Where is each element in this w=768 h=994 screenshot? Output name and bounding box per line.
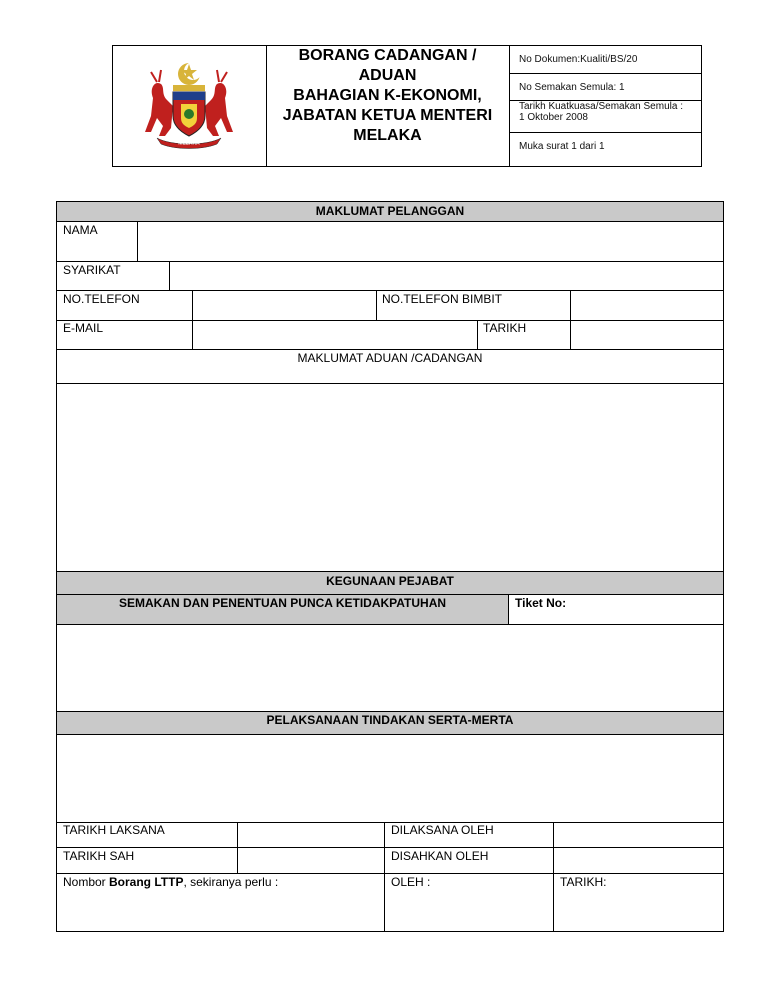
action-notes-textarea[interactable] xyxy=(57,735,723,822)
lttp-label-prefix: Nombor xyxy=(63,875,110,889)
date-input[interactable] xyxy=(571,321,723,349)
phone-input[interactable] xyxy=(193,291,376,320)
final-date-label: TARIKH: xyxy=(560,875,607,889)
title-line: JABATAN KETUA MENTERI xyxy=(282,107,493,124)
verified-by-input[interactable] xyxy=(554,848,723,873)
done-by-input[interactable] xyxy=(554,823,723,847)
row-line xyxy=(56,349,724,350)
by-input[interactable] xyxy=(386,890,552,931)
title-line: MELAKA xyxy=(353,127,422,144)
title-line: BORANG CADANGAN / xyxy=(298,47,477,64)
melaka-crest-logo xyxy=(137,58,241,150)
lttp-label-bold: Borang LTTP xyxy=(109,875,184,889)
row-line xyxy=(56,873,724,874)
final-date-input[interactable] xyxy=(555,890,722,931)
date-label: TARIKH xyxy=(483,321,527,335)
header-divider-1 xyxy=(266,45,267,167)
action-section-title: PELAKSANAAN TINDAKAN SERTA-MERTA xyxy=(266,713,514,727)
lttp-number-input[interactable] xyxy=(58,890,383,931)
mobile-label-divider xyxy=(376,290,377,320)
revision-number: No Semakan Semula: 1 xyxy=(519,82,625,93)
by-label: OLEH : xyxy=(391,875,431,889)
crest-ribbon-text: MELAKA xyxy=(178,140,200,147)
middle-divider xyxy=(384,822,385,932)
effective-date: 1 Oktober 2008 xyxy=(519,112,588,123)
company-label: SYARIKAT xyxy=(63,263,121,277)
ticket-label: Tiket No: xyxy=(515,596,567,610)
page-number: Muka surat 1 dari 1 xyxy=(519,141,605,152)
office-section-title: KEGUNAAN PEJABAT xyxy=(326,574,454,588)
verify-date-input[interactable] xyxy=(238,848,384,873)
header-row-line-1 xyxy=(509,73,702,74)
ticket-divider xyxy=(508,594,509,625)
name-label: NAMA xyxy=(63,223,98,237)
email-input[interactable] xyxy=(193,321,477,349)
done-date-label: TARIKH LAKSANA xyxy=(63,823,165,837)
document-number: No Dokumen:Kualiti/BS/20 xyxy=(519,54,638,65)
phone-label: NO.TELEFON xyxy=(63,292,140,306)
ticket-input[interactable] xyxy=(575,595,723,624)
name-input[interactable] xyxy=(138,222,723,261)
header-divider-2 xyxy=(509,45,510,167)
date-label-divider xyxy=(477,320,478,349)
review-title: SEMAKAN DAN PENENTUAN PUNCA KETIDAKPATUHAN xyxy=(118,596,447,610)
title-line: BAHAGIAN K-EKONOMI, xyxy=(293,87,482,104)
email-label: E-MAIL xyxy=(63,321,104,335)
form-title xyxy=(268,46,507,146)
done-date-input[interactable] xyxy=(238,823,384,847)
lttp-label xyxy=(63,875,278,889)
company-input[interactable] xyxy=(170,262,723,290)
done-by-label: DILAKSANA OLEH xyxy=(391,823,494,837)
customer-section-title: MAKLUMAT PELANGGAN xyxy=(315,204,465,218)
complaint-label: MAKLUMAT ADUAN /CADANGAN xyxy=(297,351,483,365)
verify-date-label: TARIKH SAH xyxy=(63,849,135,863)
complaint-textarea[interactable] xyxy=(57,384,723,571)
effective-label: Tarikh Kuatkuasa/Semakan Semula : xyxy=(519,101,683,112)
mobile-label: NO.TELEFON BIMBIT xyxy=(382,292,503,306)
verified-by-label: DISAHKAN OLEH xyxy=(391,849,489,863)
lttp-label-suffix: , sekiranya perlu : xyxy=(183,875,279,889)
mobile-input[interactable] xyxy=(571,291,723,320)
header-row-line-3 xyxy=(509,132,702,133)
title-line: ADUAN xyxy=(358,67,417,84)
review-notes-textarea[interactable] xyxy=(57,625,723,711)
